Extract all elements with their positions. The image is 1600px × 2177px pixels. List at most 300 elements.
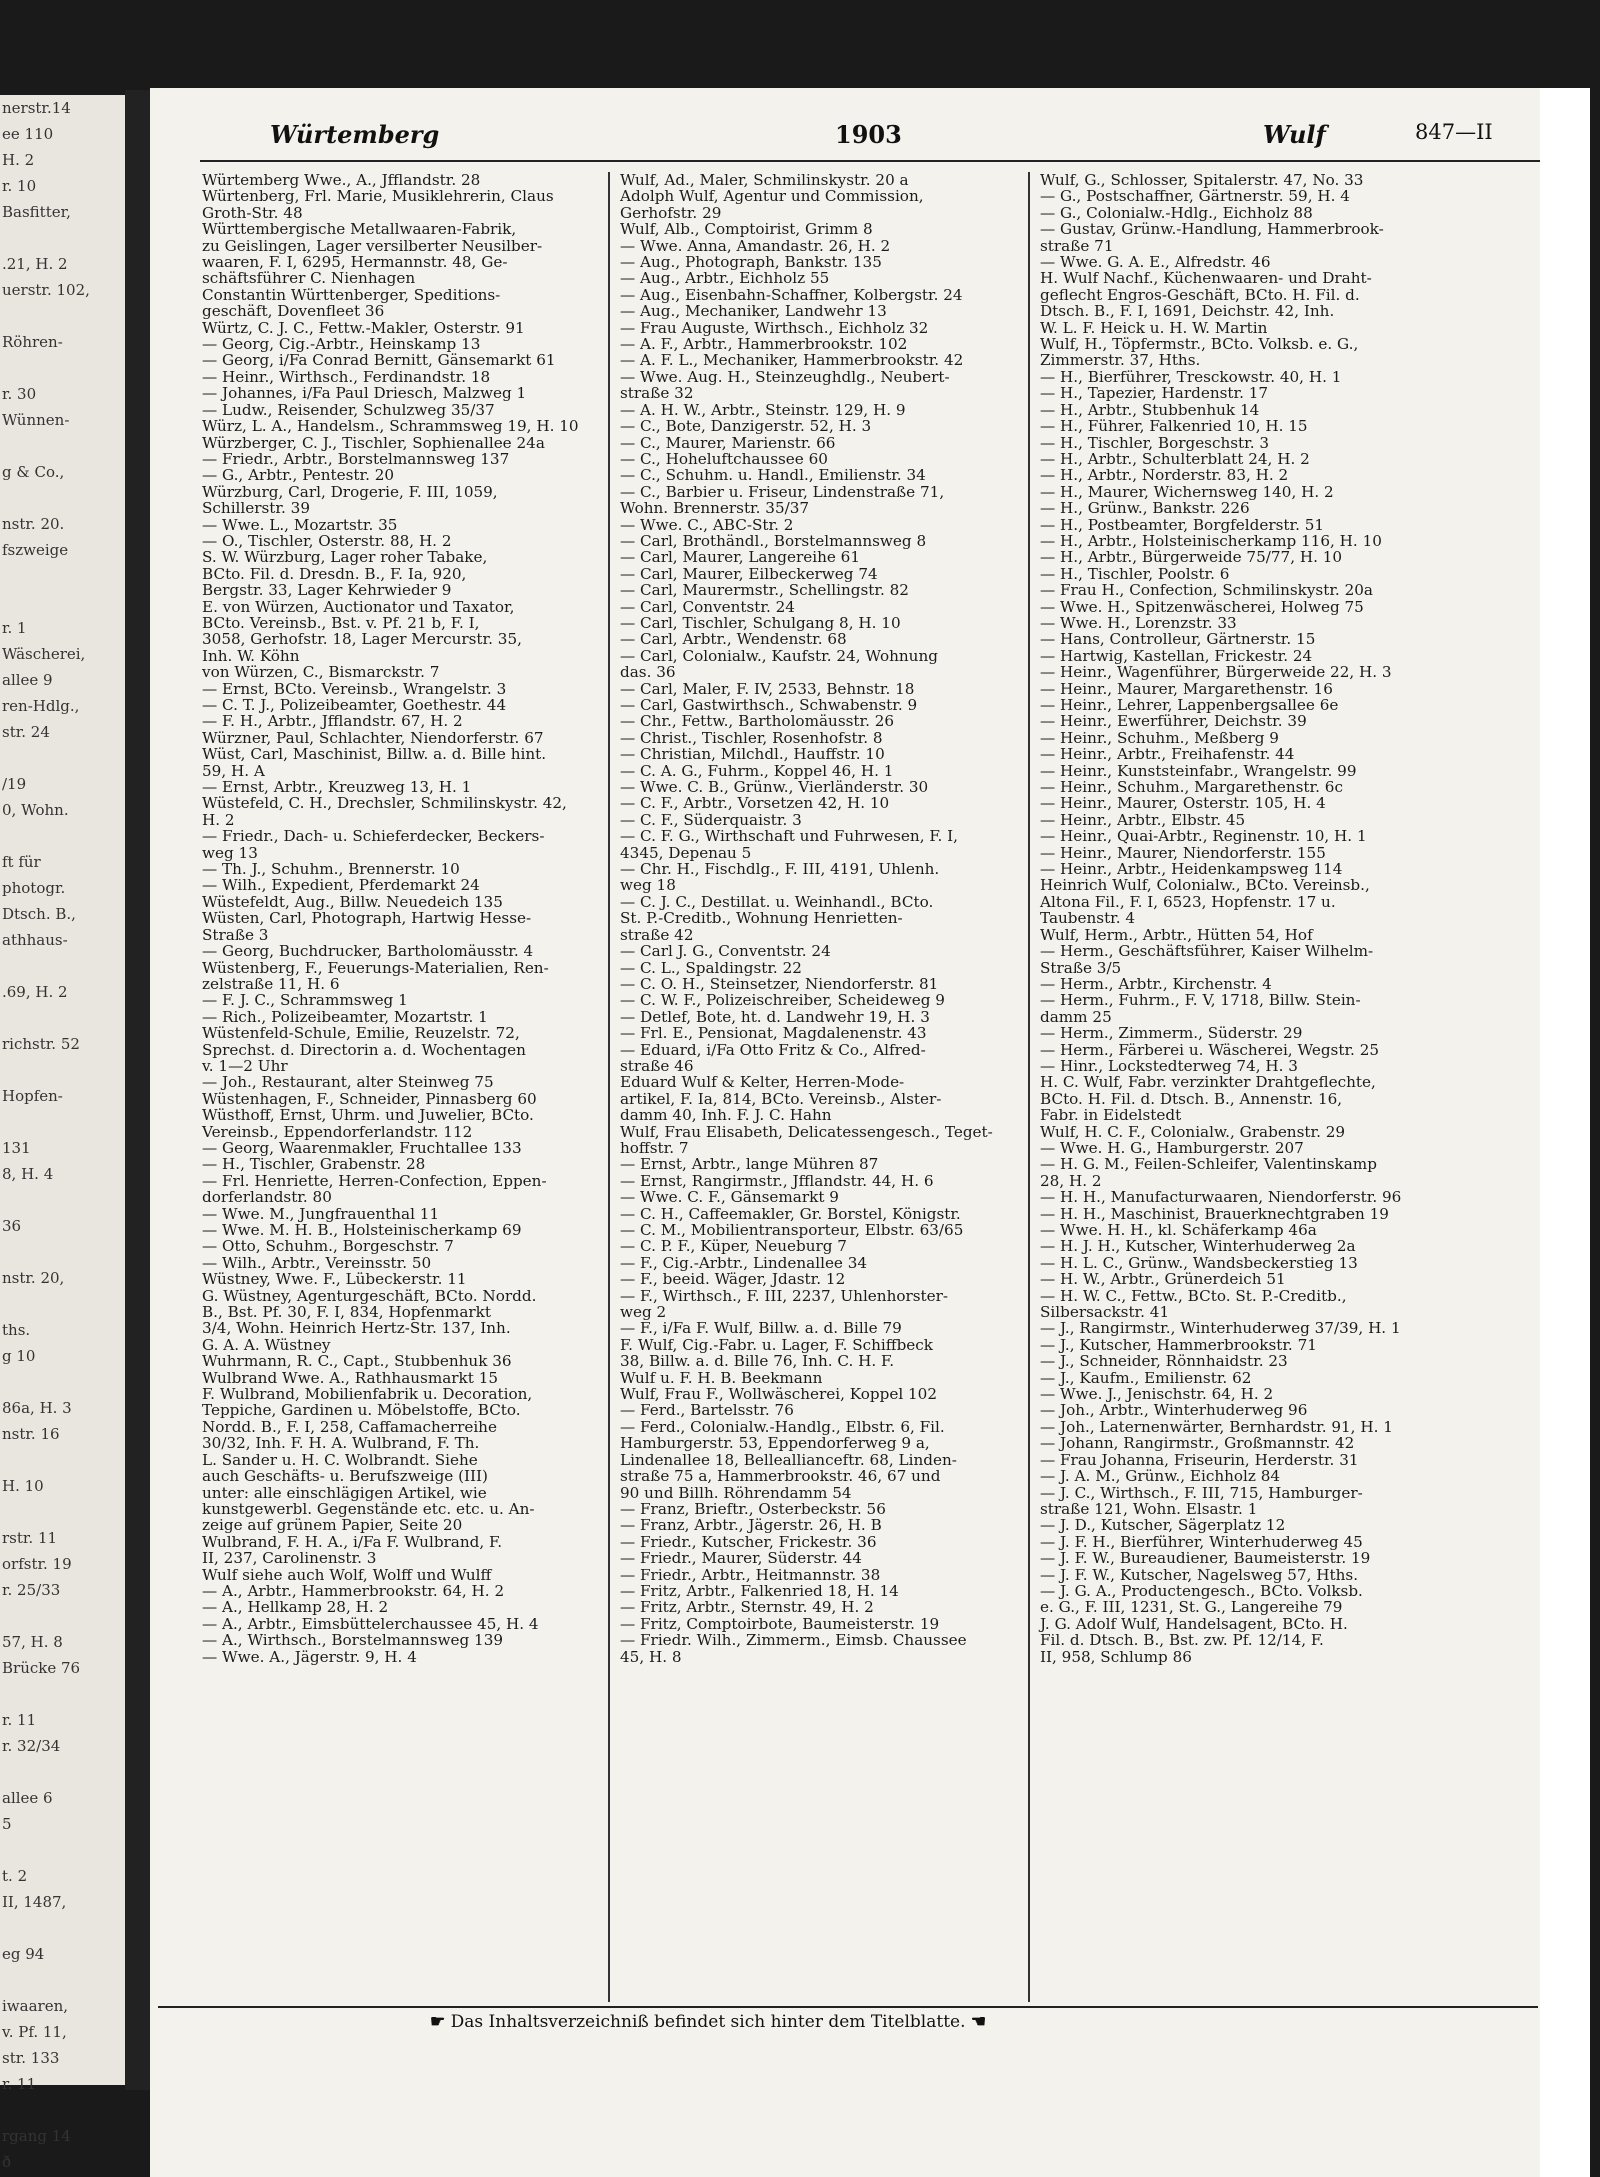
directory-entry-line: — Heinr., Maurer, Osterstr. 105, H. 4: [1040, 794, 1326, 813]
directory-entry-line: — C. W. F., Polizeischreiber, Scheideweg 9: [620, 991, 945, 1010]
prev-page-line: ð: [2, 2153, 12, 2171]
directory-entry-line: F. Wulf, Cig.-Fabr. u. Lager, F. Schiffbeck: [620, 1335, 933, 1354]
prev-page-line: ths.: [2, 1321, 31, 1339]
directory-entry-line: — J., Rangirmstr., Winterhuderweg 37/39, H. 1: [1040, 1319, 1401, 1338]
directory-entry-line: — Fritz, Arbtr., Falkenried 18, H. 14: [620, 1581, 899, 1600]
prev-page-line: Wünnen-: [2, 411, 70, 429]
prev-page-line: [0, 1005, 125, 1031]
directory-entry-line: — Friedr. Wilh., Zimmerm., Eimsb. Chaussee: [620, 1631, 967, 1650]
directory-entry-line: — H., Tischler, Poolstr. 6: [1040, 564, 1230, 583]
prev-page-line: H. 10: [2, 1477, 44, 1495]
directory-entry-line: B., Bst. Pf. 30, F. I, 834, Hopfenmarkt: [202, 1303, 491, 1322]
prev-page-line: str. 133: [2, 2049, 60, 2067]
prev-page-line: 36: [2, 1217, 22, 1235]
directory-entry-line: straße 71: [1040, 236, 1114, 255]
directory-entry-line: — Ferd., Colonialw.-Handlg., Elbstr. 6, Fil.: [620, 1417, 945, 1436]
prev-page-line: r. 30: [2, 385, 37, 403]
directory-entry-line: — H., Arbtr., Stubbenhuk 14: [1040, 400, 1260, 419]
prev-page-line: nstr. 20,: [2, 1269, 65, 1287]
directory-entry-line: — Wwe. G. A. E., Alfredstr. 46: [1040, 253, 1271, 272]
directory-entry-line: — C. J. C., Destillat. u. Weinhandl., BCto.: [620, 892, 934, 911]
previous-page-fragment: [0, 95, 125, 2171]
directory-entry-line: — A., Hellkamp 28, H. 2: [202, 1598, 389, 1617]
footer-rule: [158, 2006, 1538, 2008]
directory-entry-line: Wulf, Ad., Maler, Schmilinskystr. 20 a: [620, 171, 909, 189]
directory-entry-line: — H., Postbeamter, Borgfelderstr. 51: [1040, 515, 1325, 534]
prev-page-line: [0, 2097, 125, 2123]
directory-entry-line: Wulbrand Wwe. A., Rathhausmarkt 15: [202, 1368, 499, 1387]
column-1: [202, 172, 630, 2002]
directory-entry-line: — Herm., Arbtr., Kirchenstr. 4: [1040, 974, 1272, 993]
directory-entry-line: 59, H. A: [202, 761, 265, 780]
directory-entry-line: Wüstenberg, F., Feuerungs-Materialien, Ren-: [202, 958, 549, 977]
directory-entry-line: — Carl, Brothändl., Borstelmannsweg 8: [620, 531, 927, 550]
directory-entry-line: — Rich., Polizeibeamter, Mozartstr. 1: [202, 1007, 488, 1026]
directory-entry-line: — C. F., Süderquaistr. 3: [620, 810, 802, 829]
directory-entry-line: Wüstenhagen, F., Schneider, Pinnasberg 60: [202, 1089, 537, 1108]
directory-entry-line: — Fritz, Arbtr., Sternstr. 49, H. 2: [620, 1598, 874, 1617]
directory-entry-line: weg 18: [620, 876, 676, 895]
directory-entry-line: 3058, Gerhofstr. 18, Lager Mercurstr. 35,: [202, 630, 522, 649]
directory-entry-line: — Wwe. L., Mozartstr. 35: [202, 515, 398, 534]
directory-entry-line: — Ernst, Arbtr., Kreuzweg 13, H. 1: [202, 778, 472, 797]
directory-entry-line: — Carl, Maler, F. IV, 2533, Behnstr. 18: [620, 679, 915, 698]
directory-entry-line: — H., Arbtr., Schulterblatt 24, H. 2: [1040, 449, 1310, 468]
prev-page-line: [0, 563, 125, 589]
directory-entry-line: Wüstney, Wwe. F., Lübeckerstr. 11: [202, 1270, 467, 1289]
directory-entry-line: — Heinr., Kunststeinfabr., Wrangelstr. 99: [1040, 761, 1357, 780]
directory-entry-line: — Carl, Tischler, Schulgang 8, H. 10: [620, 613, 901, 632]
directory-entry-line: — Joh., Laternenwärter, Bernhardstr. 91, H. 1: [1040, 1417, 1393, 1436]
directory-entry-line: auch Geschäfts- u. Berufszweige (III): [202, 1467, 488, 1486]
directory-entry-line: zelstraße 11, H. 6: [202, 974, 340, 993]
directory-entry-line: — C. H., Caffeemakler, Gr. Borstel, Königstr.: [620, 1204, 961, 1223]
directory-entry-line: Wulf siehe auch Wolf, Wolff und Wulff: [202, 1565, 492, 1584]
directory-entry-line: zu Geislingen, Lager versilberter Neusilber-: [202, 236, 543, 255]
directory-entry-line: E. von Würzen, Auctionator und Taxator,: [202, 597, 515, 616]
directory-entry-line: — Wwe. Anna, Amandastr. 26, H. 2: [620, 236, 891, 255]
directory-entry-line: Wulf, Herm., Arbtr., Hütten 54, Hof: [1040, 925, 1313, 944]
directory-entry-line: geflecht Engros-Geschäft, BCto. H. Fil. d.: [1040, 285, 1360, 304]
directory-entry-line: — F., beeid. Wäger, Jdastr. 12: [620, 1270, 846, 1289]
directory-entry-line: — A., Arbtr., Hammerbrookstr. 64, H. 2: [202, 1581, 505, 1600]
directory-entry-line: — H., Tapezier, Hardenstr. 17: [1040, 384, 1269, 403]
prev-page-line: [0, 823, 125, 849]
directory-entry-line: — J. D., Kutscher, Sägerplatz 12: [1040, 1516, 1286, 1535]
prev-page-line: Hopfen-: [2, 1087, 63, 1105]
directory-entry-line: — J. A. M., Grünw., Eichholz 84: [1040, 1467, 1281, 1486]
column-divider: [608, 172, 610, 2002]
directory-entry-line: — Carl, Conventstr. 24: [620, 597, 795, 616]
directory-entry-line: — Wwe. H., Lorenzstr. 33: [1040, 613, 1237, 632]
prev-page-line: [0, 745, 125, 771]
directory-entry-line: straße 46: [620, 1056, 694, 1075]
directory-entry-line: — C. T. J., Polizeibeamter, Goethestr. 44: [202, 696, 507, 714]
directory-entry-line: Würtemberg Wwe., A., Jfflandstr. 28: [202, 171, 481, 189]
prev-page-line: r. 32/34: [2, 1737, 61, 1755]
directory-entry-line: — C., Hoheluftchaussee 60: [620, 449, 828, 468]
directory-entry-line: S. W. Würzburg, Lager roher Tabake,: [202, 548, 488, 567]
prev-page-line: H. 2: [2, 151, 35, 169]
directory-entry-line: — Carl, Colonialw., Kaufstr. 24, Wohnung: [620, 646, 938, 665]
prev-page-line: 0, Wohn.: [2, 801, 69, 819]
column-3: [1040, 172, 1478, 2002]
prev-page-line: photogr.: [2, 879, 66, 897]
directory-page: [150, 88, 1590, 2177]
directory-entry-line: — Carl, Maurer, Langereihe 61: [620, 548, 861, 567]
directory-entry-line: F. Wulbrand, Mobilienfabrik u. Decoration,: [202, 1385, 533, 1404]
prev-page-line: Basfitter,: [2, 203, 71, 221]
directory-entry-line: — G., Colonialw.-Hdlg., Eichholz 88: [1040, 203, 1313, 222]
directory-entry-line: — Th. J., Schuhm., Brennerstr. 10: [202, 860, 460, 879]
prev-page-line: nstr. 20.: [2, 515, 65, 533]
directory-entry-line: straße 42: [620, 925, 694, 944]
directory-entry-line: H. Wulf Nachf., Küchenwaaren- und Draht-: [1040, 269, 1372, 288]
directory-entry-line: — Georg, Waarenmakler, Fruchtallee 133: [202, 1138, 522, 1157]
directory-entry-line: — Herm., Zimmerm., Süderstr. 29: [1040, 1024, 1303, 1043]
column-divider: [1028, 172, 1030, 2002]
directory-entry-line: — H. H., Manufacturwaaren, Niendorferstr. 96: [1040, 1188, 1402, 1207]
directory-entry-line: — Wwe. Aug. H., Steinzeughdlg., Neubert-: [620, 367, 950, 386]
prev-page-line: v. Pf. 11,: [2, 2023, 67, 2041]
directory-entry-line: — Christian, Milchdl., Hauffstr. 10: [620, 745, 885, 764]
directory-entry-line: Dtsch. B., F. I, 1691, Deichstr. 42, Inh.: [1040, 302, 1335, 321]
directory-entry-line: straße 32: [620, 384, 694, 403]
directory-entry-line: — Carl J. G., Conventstr. 24: [620, 942, 831, 961]
directory-entry-line: Wuhrmann, R. C., Capt., Stubbenhuk 36: [202, 1352, 512, 1371]
directory-entry-line: kunstgewerbl. Gegenstände etc. etc. u. An-: [202, 1499, 535, 1518]
prev-page-line: [0, 589, 125, 615]
directory-entry-line: Wüstefeldt, Aug., Billw. Neuedeich 135: [202, 892, 503, 911]
directory-entry-line: das. 36: [620, 663, 676, 682]
directory-entry-line: Teppiche, Gardinen u. Möbelstoffe, BCto.: [202, 1401, 521, 1420]
directory-entry-line: — J. F. H., Bierführer, Winterhuderweg 45: [1040, 1532, 1363, 1551]
directory-entry-line: Wüstenfeld-Schule, Emilie, Reuzelstr. 72,: [202, 1024, 520, 1043]
footer-text: Das Inhaltsverzeichniß befindet sich hinter dem Titelblatte.: [450, 2012, 966, 2032]
directory-entry-line: Hamburgerstr. 53, Eppendorferweg 9 a,: [620, 1434, 930, 1453]
directory-entry-line: — A. F., Arbtr., Hammerbrookstr. 102: [620, 335, 908, 354]
directory-entry-line: Wulbrand, F. H. A., i/Fa F. Wulbrand, F.: [202, 1532, 503, 1551]
directory-entry-line: — H., Führer, Falkenried 10, H. 15: [1040, 417, 1308, 436]
directory-entry-line: weg 13: [202, 843, 258, 862]
directory-entry-line: BCto. Fil. d. Dresdn. B., F. Ia, 920,: [202, 564, 467, 583]
directory-entry-line: — Frl. E., Pensionat, Magdalenenstr. 43: [620, 1024, 927, 1043]
directory-entry-line: — A., Wirthsch., Borstelmannsweg 139: [202, 1631, 504, 1650]
directory-entry-line: — Johann, Rangirmstr., Großmannstr. 42: [1040, 1434, 1355, 1453]
directory-entry-line: Lindenallee 18, Belleallianceftr. 68, Linden-: [620, 1450, 957, 1469]
directory-entry-line: — J. F. W., Bureaudiener, Baumeisterstr. 19: [1040, 1549, 1371, 1568]
directory-entry-line: weg 2: [620, 1303, 667, 1322]
directory-entry-line: Zimmerstr. 37, Hths.: [1040, 351, 1201, 370]
directory-entry-line: — H., Maurer, Wichernsweg 140, H. 2: [1040, 482, 1334, 501]
directory-entry-line: — Aug., Eisenbahn-Schaffner, Kolbergstr. 24: [620, 285, 963, 304]
column-2: [620, 172, 1048, 2002]
directory-entry-line: 4345, Depenau 5: [620, 843, 752, 862]
directory-entry-line: — C. O. H., Steinsetzer, Niendorferstr. 81: [620, 974, 939, 993]
directory-entry-line: — Franz, Arbtr., Jägerstr. 26, H. B: [620, 1516, 882, 1535]
directory-entry-line: — Heinr., Maurer, Niendorferstr. 155: [1040, 843, 1326, 862]
prev-page-line: [0, 953, 125, 979]
directory-entry-line: — Christ., Tischler, Rosenhofstr. 8: [620, 728, 883, 747]
directory-entry-line: — H., Arbtr., Bürgerweide 75/77, H. 10: [1040, 548, 1343, 567]
prev-page-line: allee 6: [2, 1789, 53, 1807]
directory-entry-line: — H., Arbtr., Holsteinischerkamp 116, H. 10: [1040, 531, 1382, 550]
directory-entry-line: — Wwe. C. B., Grünw., Vierländerstr. 30: [620, 778, 929, 797]
prev-page-line: [0, 1187, 125, 1213]
directory-entry-line: Wulf, H., Töpfermstr., BCto. Volksb. e. G.,: [1040, 335, 1359, 354]
directory-entry-line: — C. F. G., Wirthschaft und Fuhrwesen, F. I,: [620, 827, 959, 846]
directory-entry-line: II, 958, Schlump 86: [1040, 1647, 1192, 1666]
directory-entry-line: — Friedr., Arbtr., Borstelmannsweg 137: [202, 449, 510, 468]
directory-entry-line: — Hans, Controlleur, Gärtnerstr. 15: [1040, 630, 1316, 649]
directory-entry-line: — Hartwig, Kastellan, Frickestr. 24: [1040, 646, 1313, 665]
directory-entry-line: Straße 3/5: [1040, 958, 1122, 977]
directory-entry-line: G. A. A. Wüstney: [202, 1335, 331, 1354]
directory-entry-line: — G., Arbtr., Pentestr. 20: [202, 466, 395, 485]
directory-entry-line: — Wwe. C. F., Gänsemarkt 9: [620, 1188, 839, 1207]
directory-entry-line: — Wwe. A., Jägerstr. 9, H. 4: [202, 1647, 417, 1666]
directory-entry-line: — C., Maurer, Marienstr. 66: [620, 433, 836, 452]
prev-page-line: [0, 1681, 125, 1707]
prev-page-line: [0, 1499, 125, 1525]
directory-entry-line: — F., Wirthsch., F. III, 2237, Uhlenhorster-: [620, 1286, 949, 1305]
directory-entry-line: — Heinr., Arbtr., Heidenkampsweg 114: [1040, 860, 1343, 879]
directory-entry-line: — Herm., Färberei u. Wäscherei, Wegstr. 25: [1040, 1040, 1380, 1059]
directory-entry-line: — Wwe. M., Jungfrauenthal 11: [202, 1204, 440, 1223]
prev-page-line: [0, 1291, 125, 1317]
directory-entry-line: Wüstefeld, C. H., Drechsler, Schmilinskystr. 42,: [202, 794, 567, 813]
prev-page-line: orfstr. 19: [2, 1555, 72, 1573]
prev-page-line: 131: [2, 1139, 31, 1157]
directory-entry-line: Wulf, Alb., Comptoirist, Grimm 8: [620, 220, 873, 239]
directory-entry-line: — C., Schuhm. u. Handl., Emilienstr. 34: [620, 466, 926, 485]
directory-entry-line: — Heinr., Arbtr., Freihafenstr. 44: [1040, 745, 1295, 764]
directory-entry-line: zeige auf grünem Papier, Seite 20: [202, 1516, 463, 1535]
directory-entry-line: — H. J. H., Kutscher, Winterhuderweg 2a: [1040, 1237, 1356, 1256]
directory-entry-line: — Aug., Photograph, Bankstr. 135: [620, 253, 882, 272]
header-right-heading: Wulf: [1263, 120, 1326, 149]
prev-page-line: .69, H. 2: [2, 983, 68, 1001]
prev-page-line: r. 25/33: [2, 1581, 61, 1599]
prev-page-line: .21, H. 2: [2, 255, 68, 273]
footer-note: [430, 2012, 986, 2032]
directory-entry-line: Adolph Wulf, Agentur und Commission,: [620, 187, 924, 206]
prev-page-line: 57, H. 8: [2, 1633, 63, 1651]
prev-page-line: richstr. 52: [2, 1035, 80, 1053]
directory-entry-line: 3/4, Wohn. Heinrich Hertz-Str. 137, Inh.: [202, 1319, 511, 1338]
directory-entry-line: — Heinr., Wirthsch., Ferdinandstr. 18: [202, 367, 491, 386]
directory-entry-line: — Aug., Arbtr., Eichholz 55: [620, 269, 830, 288]
prev-page-line: [0, 1759, 125, 1785]
prev-page-line: r. 11: [2, 2075, 37, 2093]
prev-page-line: athhaus-: [2, 931, 68, 949]
directory-entry-line: — C. A. G., Fuhrm., Koppel 46, H. 1: [620, 761, 894, 780]
directory-entry-line: Fabr. in Eidelstedt: [1040, 1106, 1182, 1125]
directory-entry-line: geschäft, Dovenfleet 36: [202, 302, 385, 321]
directory-entry-line: Vereinsb., Eppendorferlandstr. 112: [202, 1122, 473, 1141]
directory-entry-line: — Hinr., Lockstedterweg 74, H. 3: [1040, 1056, 1298, 1075]
directory-entry-line: Wüsten, Carl, Photograph, Hartwig Hesse-: [202, 909, 532, 928]
directory-entry-line: Wulf u. F. H. B. Beekmann: [620, 1368, 823, 1387]
directory-entry-line: — Joh., Restaurant, alter Steinweg 75: [202, 1073, 494, 1092]
directory-entry-line: 45, H. 8: [620, 1647, 682, 1666]
directory-entry-line: Taubenstr. 4: [1040, 909, 1136, 928]
directory-entry-line: — Joh., Arbtr., Winterhuderweg 96: [1040, 1401, 1308, 1420]
directory-entry-line: J. G. Adolf Wulf, Handelsagent, BCto. H.: [1040, 1614, 1348, 1633]
prev-page-line: [0, 485, 125, 511]
directory-entry-line: — Wwe. H., Spitzenwäscherei, Holweg 75: [1040, 597, 1364, 616]
directory-entry-line: — Eduard, i/Fa Otto Fritz & Co., Alfred-: [620, 1040, 926, 1059]
directory-entry-line: — H. W. C., Fettw., BCto. St. P.-Creditb.,: [1040, 1286, 1347, 1305]
directory-entry-line: Constantin Württenberger, Speditions-: [202, 285, 501, 304]
prev-page-line: 8, H. 4: [2, 1165, 54, 1183]
directory-entry-line: — Fritz, Comptoirbote, Baumeisterstr. 19: [620, 1614, 940, 1633]
directory-entry-line: dorferlandstr. 80: [202, 1188, 332, 1207]
directory-entry-line: — Carl, Maurermstr., Schellingstr. 82: [620, 581, 909, 600]
directory-entry-line: — C. M., Mobilientransporteur, Elbstr. 63/65: [620, 1221, 964, 1239]
directory-entry-line: G. Wüstney, Agenturgeschäft, BCto. Nordd.: [202, 1286, 537, 1305]
directory-entry-line: Würzberger, C. J., Tischler, Sophienallee 24a: [202, 433, 545, 452]
directory-entry-line: — J. C., Wirthsch., F. III, 715, Hamburger-: [1040, 1483, 1363, 1502]
prev-page-line: [0, 225, 125, 251]
directory-entry-line: BCto. H. Fil. d. Dtsch. B., Annenstr. 16,: [1040, 1089, 1343, 1108]
directory-entry-line: — Gustav, Grünw.-Handlung, Hammerbrook-: [1040, 220, 1384, 239]
pointing-hand-icon: ☚: [970, 2012, 987, 2032]
prev-page-line: nstr. 16: [2, 1425, 60, 1443]
directory-entry-line: 30/32, Inh. F. H. A. Wulbrand, F. Th.: [202, 1434, 480, 1453]
directory-entry-line: 90 und Billh. Röhrendamm 54: [620, 1483, 852, 1502]
directory-entry-line: — H. G. M., Feilen-Schleifer, Valentinskamp: [1040, 1155, 1377, 1174]
directory-entry-line: Würzner, Paul, Schlachter, Niendorferstr. 67: [202, 728, 544, 747]
prev-page-line: r. 10: [2, 177, 37, 195]
directory-entry-line: — Heinr., Quai-Arbtr., Reginenstr. 10, H. 1: [1040, 827, 1367, 846]
prev-page-line: rgang 14: [2, 2127, 71, 2145]
directory-entry-line: — Otto, Schuhm., Borgeschstr. 7: [202, 1237, 454, 1256]
directory-entry-line: — Carl, Maurer, Eilbeckerweg 74: [620, 564, 878, 583]
directory-entry-line: — F. H., Arbtr., Jfflandstr. 67, H. 2: [202, 712, 463, 731]
directory-entry-line: — G., Postschaffner, Gärtnerstr. 59, H. 4: [1040, 187, 1350, 206]
directory-entry-line: Gerhofstr. 29: [620, 203, 722, 222]
prev-page-line: [0, 1915, 125, 1941]
directory-entry-line: — Friedr., Dach- u. Schieferdecker, Beckers-: [202, 827, 545, 846]
prev-page-line: t. 2: [2, 1867, 28, 1885]
header-year: 1903: [835, 120, 902, 149]
directory-entry-line: — Heinr., Maurer, Margarethenstr. 16: [1040, 679, 1333, 698]
prev-page-line: ee 110: [2, 125, 54, 143]
prev-page-line: [0, 1369, 125, 1395]
directory-entry-line: — F. J. C., Schrammsweg 1: [202, 991, 408, 1010]
directory-entry-line: — C., Bote, Danzigerstr. 52, H. 3: [620, 417, 872, 436]
prev-page-line: [0, 1837, 125, 1863]
prev-page-line: ft für: [2, 853, 41, 871]
directory-entry-line: von Würzen, C., Bismarckstr. 7: [202, 663, 440, 682]
directory-entry-line: H. C. Wulf, Fabr. verzinkter Drahtgeflechte,: [1040, 1073, 1376, 1092]
directory-entry-line: — Wwe. H. G., Hamburgerstr. 207: [1040, 1138, 1304, 1157]
prev-page-line: [0, 433, 125, 459]
prev-page-line: allee 9: [2, 671, 53, 689]
directory-entry-line: — O., Tischler, Osterstr. 88, H. 2: [202, 531, 452, 550]
directory-entry-line: — A., Arbtr., Eimsbüttelerchaussee 45, H. 4: [202, 1614, 539, 1633]
page-header: [200, 120, 1540, 162]
prev-page-line: II, 1487,: [2, 1893, 67, 1911]
prev-page-line: rstr. 11: [2, 1529, 58, 1547]
directory-entry-line: — Wilh., Expedient, Pferdemarkt 24: [202, 876, 480, 895]
directory-entry-line: — Frau H., Confection, Schmilinskystr. 20a: [1040, 581, 1373, 600]
prev-page-line: r. 1: [2, 619, 27, 637]
prev-page-line: /19: [2, 775, 27, 793]
directory-entry-line: — C. F., Arbtr., Vorsetzen 42, H. 10: [620, 794, 890, 813]
directory-entry-line: Inh. W. Köhn: [202, 646, 300, 665]
directory-entry-line: Würtz, C. J. C., Fettw.-Makler, Osterstr. 91: [202, 318, 525, 337]
directory-entry-line: — Heinr., Lehrer, Lappenbergsallee 6e: [1040, 696, 1339, 714]
prev-page-line: ren-Hdlg.,: [2, 697, 80, 715]
prev-page-line: [0, 1967, 125, 1993]
directory-entry-line: — Georg, Cig.-Arbtr., Heinskamp 13: [202, 335, 481, 354]
directory-entry-line: — Friedr., Maurer, Süderstr. 44: [620, 1549, 862, 1568]
directory-entry-line: hoffstr. 7: [620, 1138, 689, 1157]
directory-entry-line: schäftsführer C. Nienhagen: [202, 269, 416, 288]
directory-entry-line: — Franz, Brieftr., Osterbeckstr. 56: [620, 1499, 886, 1518]
directory-entry-line: — H. W., Arbtr., Grünerdeich 51: [1040, 1270, 1286, 1289]
directory-entry-line: Sprechst. d. Directorin a. d. Wochentagen: [202, 1040, 526, 1059]
directory-entry-line: — Carl, Arbtr., Wendenstr. 68: [620, 630, 847, 649]
prev-page-line: Röhren-: [2, 333, 63, 351]
directory-entry-line: — H. L. C., Grünw., Wandsbeckerstieg 13: [1040, 1253, 1358, 1272]
directory-entry-line: — H., Arbtr., Norderstr. 83, H. 2: [1040, 466, 1289, 485]
directory-entry-line: Bergstr. 33, Lager Kehrwieder 9: [202, 581, 452, 600]
directory-entry-line: — Herm., Fuhrm., F. V, 1718, Billw. Stein-: [1040, 991, 1361, 1010]
directory-entry-line: — A. F. L., Mechaniker, Hammerbrookstr. 42: [620, 351, 964, 370]
directory-entry-line: — Heinr., Wagenführer, Bürgerweide 22, H. 3: [1040, 663, 1392, 682]
directory-entry-line: straße 121, Wohn. Elsastr. 1: [1040, 1499, 1258, 1518]
directory-entry-line: Würtenberg, Frl. Marie, Musiklehrerin, Claus: [202, 187, 554, 206]
directory-entry-line: Wüsthoff, Ernst, Uhrm. und Juwelier, BCto.: [202, 1106, 534, 1125]
directory-entry-line: — C. L., Spaldingstr. 22: [620, 958, 802, 977]
prev-page-line: Wäscherei,: [2, 645, 86, 663]
pointing-hand-icon: ☛: [430, 2012, 446, 2032]
directory-entry-line: damm 40, Inh. F. J. C. Hahn: [620, 1106, 832, 1125]
directory-entry-line: W. L. F. Heick u. H. W. Martin: [1040, 318, 1268, 337]
prev-page-line: Dtsch. B.,: [2, 905, 76, 923]
directory-entry-line: — Wwe. C., ABC-Str. 2: [620, 515, 794, 534]
directory-entry-line: v. 1—2 Uhr: [202, 1056, 288, 1075]
prev-page-line: str. 24: [2, 723, 50, 741]
directory-entry-line: — Ernst, Rangirmstr., Jfflandstr. 44, H. 6: [620, 1171, 934, 1190]
directory-entry-line: waaren, F. I, 6295, Hermannstr. 48, Ge-: [202, 253, 508, 272]
directory-entry-line: Eduard Wulf & Kelter, Herren-Mode-: [620, 1073, 905, 1092]
directory-entry-line: 28, H. 2: [1040, 1171, 1102, 1190]
directory-entry-line: L. Sander u. H. C. Wolbrandt. Siehe: [202, 1450, 478, 1469]
prev-page-line: [0, 1603, 125, 1629]
directory-entry-line: — Herm., Geschäftsführer, Kaiser Wilhelm-: [1040, 942, 1374, 961]
directory-entry-line: — Aug., Mechaniker, Landwehr 13: [620, 302, 887, 321]
directory-entry-line: damm 25: [1040, 1007, 1112, 1026]
prev-page-line: eg 94: [2, 1945, 45, 1963]
directory-entry-line: — Heinr., Schuhm., Meßberg 9: [1040, 728, 1279, 747]
directory-entry-line: e. G., F. III, 1231, St. G., Langereihe 79: [1040, 1598, 1343, 1617]
directory-entry-line: Altona Fil., F. I, 6523, Hopfenstr. 17 u.: [1040, 892, 1336, 911]
directory-entry-line: — Ferd., Bartelsstr. 76: [620, 1401, 794, 1420]
directory-entry-line: — F., i/Fa F. Wulf, Billw. a. d. Bille 79: [620, 1319, 902, 1338]
prev-page-line: [0, 1057, 125, 1083]
prev-page-line: r. 11: [2, 1711, 37, 1729]
directory-entry-line: — J., Kaufm., Emilienstr. 62: [1040, 1368, 1252, 1387]
directory-entry-line: Wulf, Frau Elisabeth, Delicatessengesch., Teget-: [620, 1122, 993, 1141]
directory-entry-line: Heinrich Wulf, Colonialw., BCto. Vereinsb.,: [1040, 876, 1370, 895]
directory-entry-line: — Heinr., Schuhm., Margarethenstr. 6c: [1040, 778, 1343, 797]
directory-entry-line: — Heinr., Ewerführer, Deichstr. 39: [1040, 712, 1307, 731]
prev-page-line: 5: [2, 1815, 12, 1833]
